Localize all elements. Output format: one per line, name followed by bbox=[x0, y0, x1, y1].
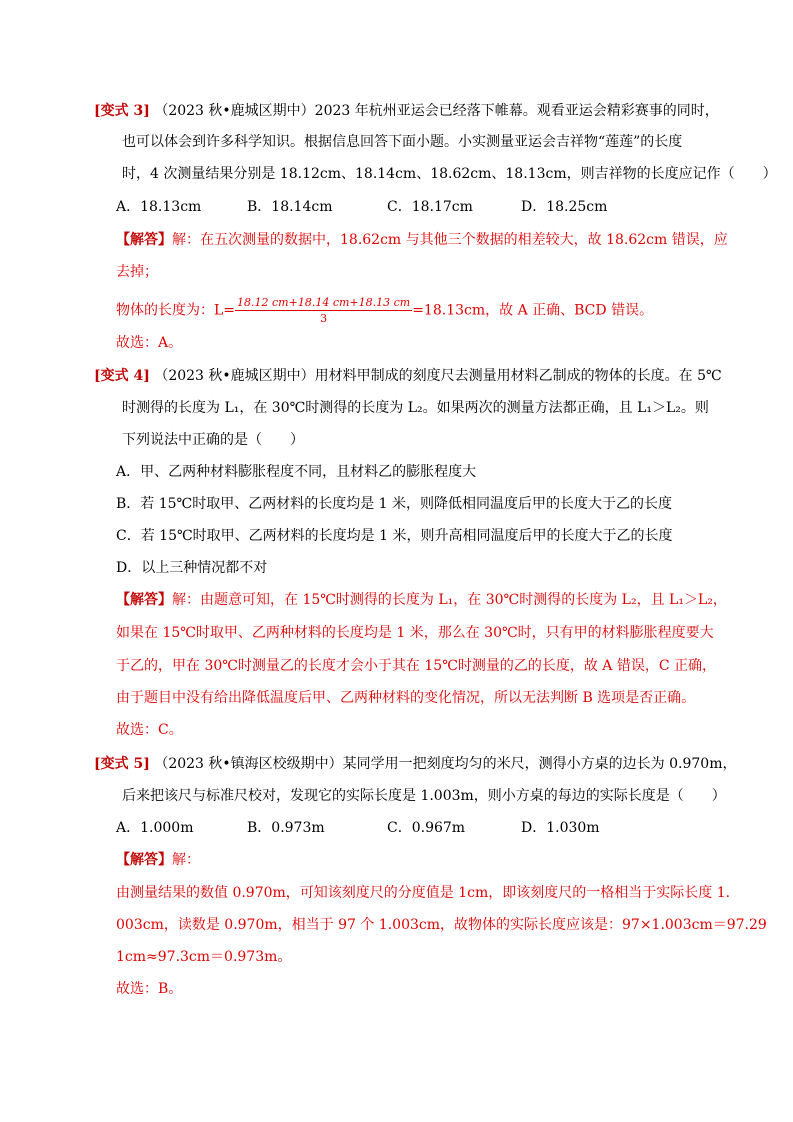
q3-fraction-denominator: 3 bbox=[320, 312, 328, 325]
q4-choice: 故选：C。 bbox=[116, 722, 183, 738]
q5-option-a: A．1.000m bbox=[116, 820, 194, 836]
q3-formula-suffix: =18.13cm，故 A 正确、BCD 错误。 bbox=[412, 302, 654, 319]
q3-line1 bbox=[94, 101, 719, 121]
q5-answer-tag: 【解答】 bbox=[116, 852, 172, 868]
q5-line2: 后来把该尺与标准尺校对，发现它的实际长度是 1.003m，则小方桌的每边的实际长度是（ ） bbox=[122, 788, 726, 804]
q4-line3: 下列说法中正确的是（ ） bbox=[122, 432, 304, 448]
q5-answer-head bbox=[116, 850, 200, 870]
q3-stem1: （2023 秋•鹿城区期中）2023 年杭州亚运会已经落下帷幕。观看亚运会精彩赛事的同时， bbox=[154, 103, 719, 119]
q4-answer-line1 bbox=[116, 590, 727, 610]
q3-answer-line1 bbox=[116, 230, 728, 250]
q3-option-a: A．18.13cm bbox=[116, 199, 202, 215]
q3-fraction bbox=[235, 296, 412, 325]
q4-option-d: D．以上三种情况都不对 bbox=[116, 560, 268, 576]
q5-option-b: B．0.973m bbox=[247, 820, 325, 836]
q3-fraction-numerator: 18.12 cm+18.14 cm+18.13 cm bbox=[237, 296, 411, 309]
q3-choice: 故选：A。 bbox=[116, 335, 183, 351]
q3-option-c: C．18.17cm bbox=[387, 199, 473, 215]
q3-formula bbox=[116, 296, 653, 325]
q5-answer-line2: 003cm，读数是 0.970m，相当于 97 个 1.003cm，故物体的实际长度应该是：97×1.003cm＝97.29 bbox=[116, 917, 767, 933]
q4-answer-tag: 【解答】 bbox=[116, 592, 172, 608]
q3-tag: [变式 3] bbox=[94, 103, 150, 119]
q3-formula-prefix: 物体的长度为：L= bbox=[116, 302, 236, 319]
q5-answer-lead: 解： bbox=[172, 852, 200, 868]
q3-answer-line2: 去掉； bbox=[116, 264, 158, 280]
q3-line3: 时，4 次测量结果分别是 18.12cm、18.14cm、18.62cm、18.13cm，则吉祥物的长度应记作（ ） bbox=[122, 166, 777, 182]
q5-stem1: （2023 秋•镇海区校级期中）某同学用一把刻度均匀的米尺，测得小方桌的边长为 0.970m， bbox=[154, 756, 737, 772]
q4-option-a: A．甲、乙两种材料膨胀程度不同，且材料乙的膨胀程度大 bbox=[116, 464, 477, 480]
q4-line1 bbox=[94, 366, 722, 386]
q4-answer-line4: 由于题目中没有给出降低温度后甲、乙两种材料的变化情况，所以无法判断 B 选项是否正确。 bbox=[116, 690, 696, 706]
q4-answer-line3: 于乙的，甲在 30℃时测量乙的长度才会小于其在 15℃时测量的乙的长度，故 A 错误，C 正确， bbox=[116, 658, 717, 674]
q3-line2: 也可以体会到许多科学知识。根据信息回答下面小题。小实测量亚运会吉祥物“莲莲”的长度 bbox=[122, 134, 683, 150]
q5-answer-line1: 由测量结果的数值 0.970m，可知该刻度尺的分度值是 1cm，即该刻度尺的一格相当于实际长度 1. bbox=[116, 885, 731, 901]
q4-tag: [变式 4] bbox=[94, 368, 150, 384]
q3-option-b: B．18.14cm bbox=[247, 199, 333, 215]
q5-option-c: C．0.967m bbox=[387, 820, 466, 836]
q5-line1 bbox=[94, 754, 736, 774]
q5-tag: [变式 5] bbox=[94, 756, 150, 772]
q4-option-b: B．若 15℃时取甲、乙两材料的长度均是 1 米，则降低相同温度后甲的长度大于乙的长度 bbox=[116, 496, 673, 512]
q3-option-d: D．18.25cm bbox=[521, 199, 608, 215]
q4-answer-line2: 如果在 15℃时取甲、乙两种材料的长度均是 1 米，那么在 30℃时，只有甲的材料膨胀程度要大 bbox=[116, 625, 714, 641]
q5-option-d: D．1.030m bbox=[521, 820, 600, 836]
q5-answer-line3: 1cm≈97.3cm＝0.973m。 bbox=[116, 949, 292, 965]
q5-choice: 故选：B。 bbox=[116, 981, 183, 997]
q4-option-c: C．若 15℃时取甲、乙两材料的长度均是 1 米，则升高相同温度后甲的长度大于乙的长度 bbox=[116, 528, 673, 544]
q4-stem1: （2023 秋•鹿城区期中）用材料甲制成的刻度尺去测量用材料乙制成的物体的长度。在 5℃ bbox=[154, 368, 722, 384]
q3-answer-text1: 解：在五次测量的数据中，18.62cm 与其他三个数据的相差较大，故 18.62cm 错误，应 bbox=[172, 232, 728, 248]
q3-answer-tag: 【解答】 bbox=[116, 232, 172, 248]
q4-line2: 时测得的长度为 L₁，在 30℃时测得的长度为 L₂。如果两次的测量方法都正确，且 L₁＞L₂。则 bbox=[122, 400, 709, 416]
q4-answer-text1: 解：由题意可知，在 15℃时测得的长度为 L₁，在 30℃时测得的长度为 L₂，且 L₁＞L₂， bbox=[172, 592, 727, 608]
